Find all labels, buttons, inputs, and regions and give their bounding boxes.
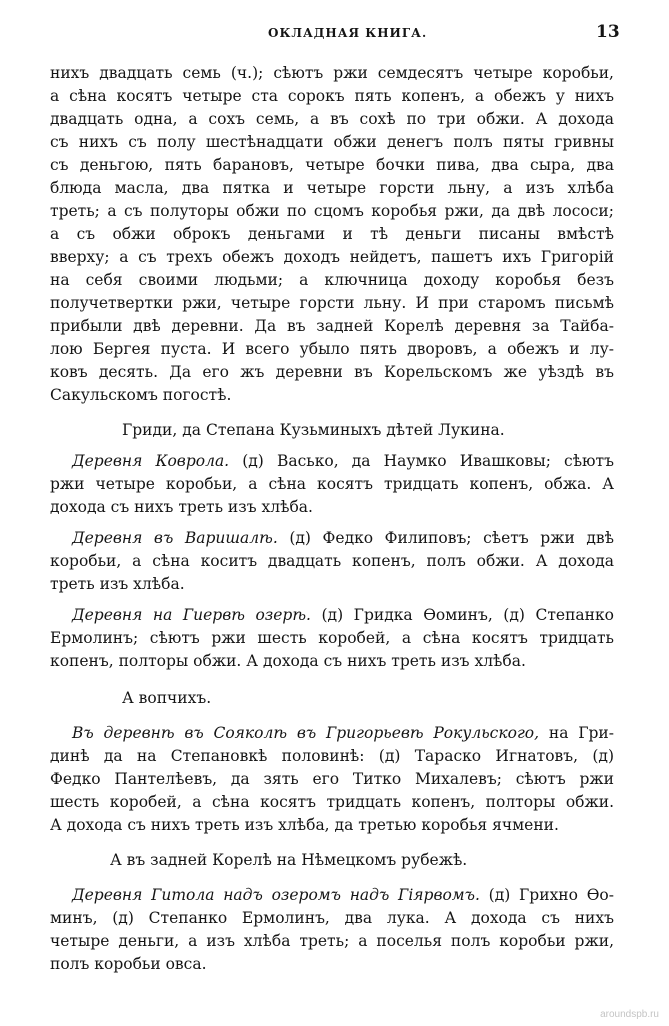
text-line: получетвертки ржи, четыре горсти льну. И при старомъ письмѣ <box>50 294 614 312</box>
text-line: минъ, (д) Степанко Ермолинъ, два лука. А дохода съ нихъ <box>50 909 614 927</box>
text-line <box>50 527 614 550</box>
entry-kovrola <box>50 450 614 519</box>
village-name: Деревня въ Варишалѣ. <box>72 529 278 547</box>
watermark: aroundspb.ru <box>600 1009 659 1020</box>
text-line: двадцать одна, а сохъ семь, а въ сохѣ по три обжи. А дохода <box>50 110 614 128</box>
section-heading-gridi: Гриди, да Степана Кузьминыхъ дѣтей Лукина. <box>122 421 505 439</box>
village-name: Деревня Гитола надъ озеромъ надъ Гіярвомъ. <box>72 886 480 904</box>
text-line: вверху; а съ трехъ обежъ доходъ нейдетъ, пашетъ ихъ Григорій <box>50 248 614 266</box>
text-line: динѣ да на Степановкѣ половинѣ: (д) Тараско Игнатовъ, (д) <box>50 747 614 765</box>
text-line: на себя своими людьми; а ключница доходу коробья безъ <box>50 271 614 289</box>
text-line: ржи четыре коробьи, а сѣна косятъ тридцать копенъ, обжа. А <box>50 475 614 493</box>
entry-text: (д) Васько, да Наумко Ивашковы; сѣютъ <box>242 452 614 470</box>
page-number: 13 <box>596 22 620 42</box>
text-line <box>50 722 614 745</box>
text-line: нихъ двадцать семь (ч.); сѣютъ ржи семдесятъ четыре коробьи, <box>50 64 614 82</box>
entry-soyakal <box>50 722 614 837</box>
village-name: Деревня на Гиервѣ озерѣ. <box>72 606 311 624</box>
village-name: Деревня Коврола. <box>72 452 230 470</box>
text-line: съ деньгою, пять барановъ, четыре бочки пива, два сыра, два <box>50 156 614 174</box>
entry-gierv <box>50 604 614 673</box>
section-heading-vopchikh: А вопчихъ. <box>122 689 212 707</box>
text-line: шесть коробей, а сѣна косятъ тридцать копенъ, полторы обжи. <box>50 793 614 811</box>
entry-text: (д) Гридка Ѳоминъ, (д) Степанко <box>321 606 614 624</box>
text-line: съ нихъ съ полу шестѣнадцати обжи денегъ полъ пяты гривны <box>50 133 614 151</box>
running-head: ОКЛАДНАЯ КНИГА. <box>268 26 428 40</box>
entry-text: (д) Федко Филиповъ; сѣетъ ржи двѣ <box>289 529 614 547</box>
text-line: а съ обжи оброкъ деньгами и тѣ деньги писаны вмѣстѣ <box>50 225 614 243</box>
entry-text: на Гри- <box>548 724 614 742</box>
text-line: ковъ десять. Да его жъ деревни въ Корельскомъ же уѣздѣ въ <box>50 363 614 381</box>
text-line: треть; а съ полуторы обжи по сцомъ коробья ржи, да двѣ лососи; <box>50 202 614 220</box>
text-line: прибыли двѣ деревни. Да въ задней Корелѣ деревня за Тайба- <box>50 317 614 335</box>
entry-varishal <box>50 527 614 596</box>
text-line <box>50 450 614 473</box>
text-line <box>50 604 614 627</box>
village-name: Въ деревнѣ въ Сояколѣ въ Григорьевѣ Рокульского, <box>72 724 540 742</box>
text-line: лою Бергея пуста. И всего убыло пять дворовъ, а обежъ и лу- <box>50 340 614 358</box>
text-line: копенъ, полторы обжи. А дохода съ нихъ треть изъ хлѣба. <box>50 652 526 670</box>
text-line <box>50 884 614 907</box>
text-line: Сакульскомъ погостѣ. <box>50 386 232 404</box>
text-line: дохода съ нихъ треть изъ хлѣба. <box>50 498 313 516</box>
body-text <box>50 62 614 976</box>
entry-gitola <box>50 884 614 976</box>
text-line: а сѣна косятъ четыре ста сорокъ пять копенъ, а обежъ у нихъ <box>50 87 614 105</box>
text-line: А дохода съ нихъ треть изъ хлѣба, да третью коробья ячмени. <box>50 816 559 834</box>
text-line: Федко Пантелѣевъ, да зять его Титко Михалевъ; сѣютъ ржи <box>50 770 614 788</box>
text-line: Ермолинъ; сѣютъ ржи шесть коробей, а сѣна косятъ тридцать <box>50 629 614 647</box>
section-heading-korel: А въ задней Корелѣ на Нѣмецкомъ рубежѣ. <box>110 851 468 869</box>
text-line: треть изъ хлѣба. <box>50 575 185 593</box>
entry-text: (д) Грихно Ѳо- <box>488 886 614 904</box>
text-line: блюда масла, два пятка и четыре горсти льну, а изъ хлѣба <box>50 179 614 197</box>
text-line: четыре деньги, а изъ хлѣба треть; а поселья полъ коробьи ржи, <box>50 932 614 950</box>
paragraph-opening <box>50 62 614 407</box>
text-line: коробьи, а сѣна коситъ двадцать копенъ, полъ обжи. А дохода <box>50 552 614 570</box>
text-line: полъ коробьи овса. <box>50 955 207 973</box>
